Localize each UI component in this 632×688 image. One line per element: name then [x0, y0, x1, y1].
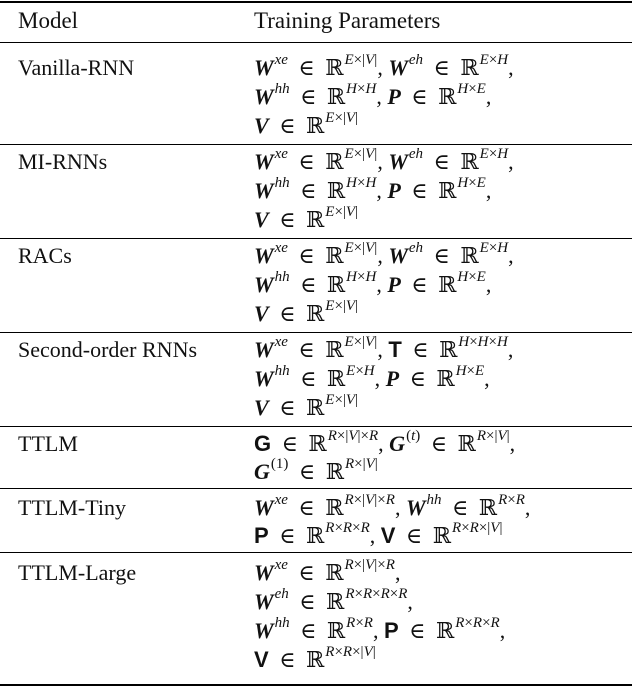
top-rule — [0, 1, 632, 3]
row-divider — [0, 488, 632, 489]
parameter-line: P ∈ ℝ$^{R\times R\times R}$, V ∈ ℝ$^{R\times R\times|V|}$ — [254, 520, 503, 549]
row-divider — [0, 332, 632, 333]
parameter-line: $W^{eh}$ ∈ ℝ$^{R\times R\times R\times R}$, — [254, 586, 413, 615]
parameter-line: $W^{xe}$ ∈ ℝ$^{E\times|V|}$, T ∈ ℝ$^{H\times H\times H}$, — [254, 334, 514, 363]
parameter-line: V ∈ ℝ$^{E\times|V|}$ — [254, 298, 359, 327]
row-divider — [0, 552, 632, 553]
parameter-line: $W^{hh}$ ∈ ℝ$^{E\times H}$, P ∈ ℝ$^{H\times E}$, — [254, 363, 490, 392]
parameter-line: $W^{xe}$ ∈ ℝ$^{E\times|V|}$, $W^{eh}$ ∈ ℝ$^{E\times H}$, — [254, 146, 514, 175]
model-name: MI-RNNs — [18, 149, 108, 174]
parameter-line: V ∈ ℝ$^{E\times|V|}$ — [254, 110, 359, 139]
parameter-line: V ∈ ℝ$^{R\times R\times|V|}$ — [254, 644, 376, 673]
model-name: TTLM — [18, 431, 78, 456]
column-header-model: Model — [18, 8, 79, 33]
parameter-line: $W^{xe}$ ∈ ℝ$^{E\times|V|}$, $W^{eh}$ ∈ ℝ$^{E\times H}$, — [254, 52, 514, 81]
parameter-line: $G^{(1)}$ ∈ ℝ$^{R\times|V|}$ — [254, 456, 378, 485]
bottom-rule — [0, 684, 632, 686]
parameter-line: $W^{hh}$ ∈ ℝ$^{H\times H}$, P ∈ ℝ$^{H\times E}$, — [254, 175, 492, 204]
parameter-line: $W^{hh}$ ∈ ℝ$^{H\times H}$, P ∈ ℝ$^{H\times E}$, — [254, 269, 492, 298]
row-divider — [0, 426, 632, 427]
model-name: RACs — [18, 243, 72, 268]
model-name: Second-order RNNs — [18, 337, 198, 362]
row-divider — [0, 144, 632, 145]
model-name: TTLM-Large — [18, 560, 137, 585]
header-rule — [0, 42, 632, 43]
row-divider — [0, 238, 632, 239]
parameter-line: V ∈ ℝ$^{E\times|V|}$ — [254, 392, 359, 421]
parameter-line: V ∈ ℝ$^{E\times|V|}$ — [254, 204, 359, 233]
column-header-training-parameters: Training Parameters — [254, 8, 441, 33]
parameter-line: $W^{hh}$ ∈ ℝ$^{R\times R}$, P ∈ ℝ$^{R\times R\times R}$, — [254, 615, 506, 644]
parameter-line: $W^{xe}$ ∈ ℝ$^{E\times|V|}$, $W^{eh}$ ∈ ℝ$^{E\times H}$, — [254, 240, 514, 269]
parameter-line: G ∈ ℝ$^{R\times|V|\times R}$, $G^{(t)}$ ∈ ℝ$^{R\times|V|}$, — [254, 428, 516, 457]
model-name: Vanilla-RNN — [18, 55, 135, 80]
parameter-line: $W^{hh}$ ∈ ℝ$^{H\times H}$, P ∈ ℝ$^{H\times E}$, — [254, 81, 492, 110]
parameter-line: $W^{xe}$ ∈ ℝ$^{R\times|V|\times R}$, $W^{hh}$ ∈ ℝ$^{R\times R}$, — [254, 492, 531, 521]
model-name: TTLM-Tiny — [18, 495, 126, 520]
parameter-line: $W^{xe}$ ∈ ℝ$^{R\times|V|\times R}$, — [254, 557, 401, 586]
